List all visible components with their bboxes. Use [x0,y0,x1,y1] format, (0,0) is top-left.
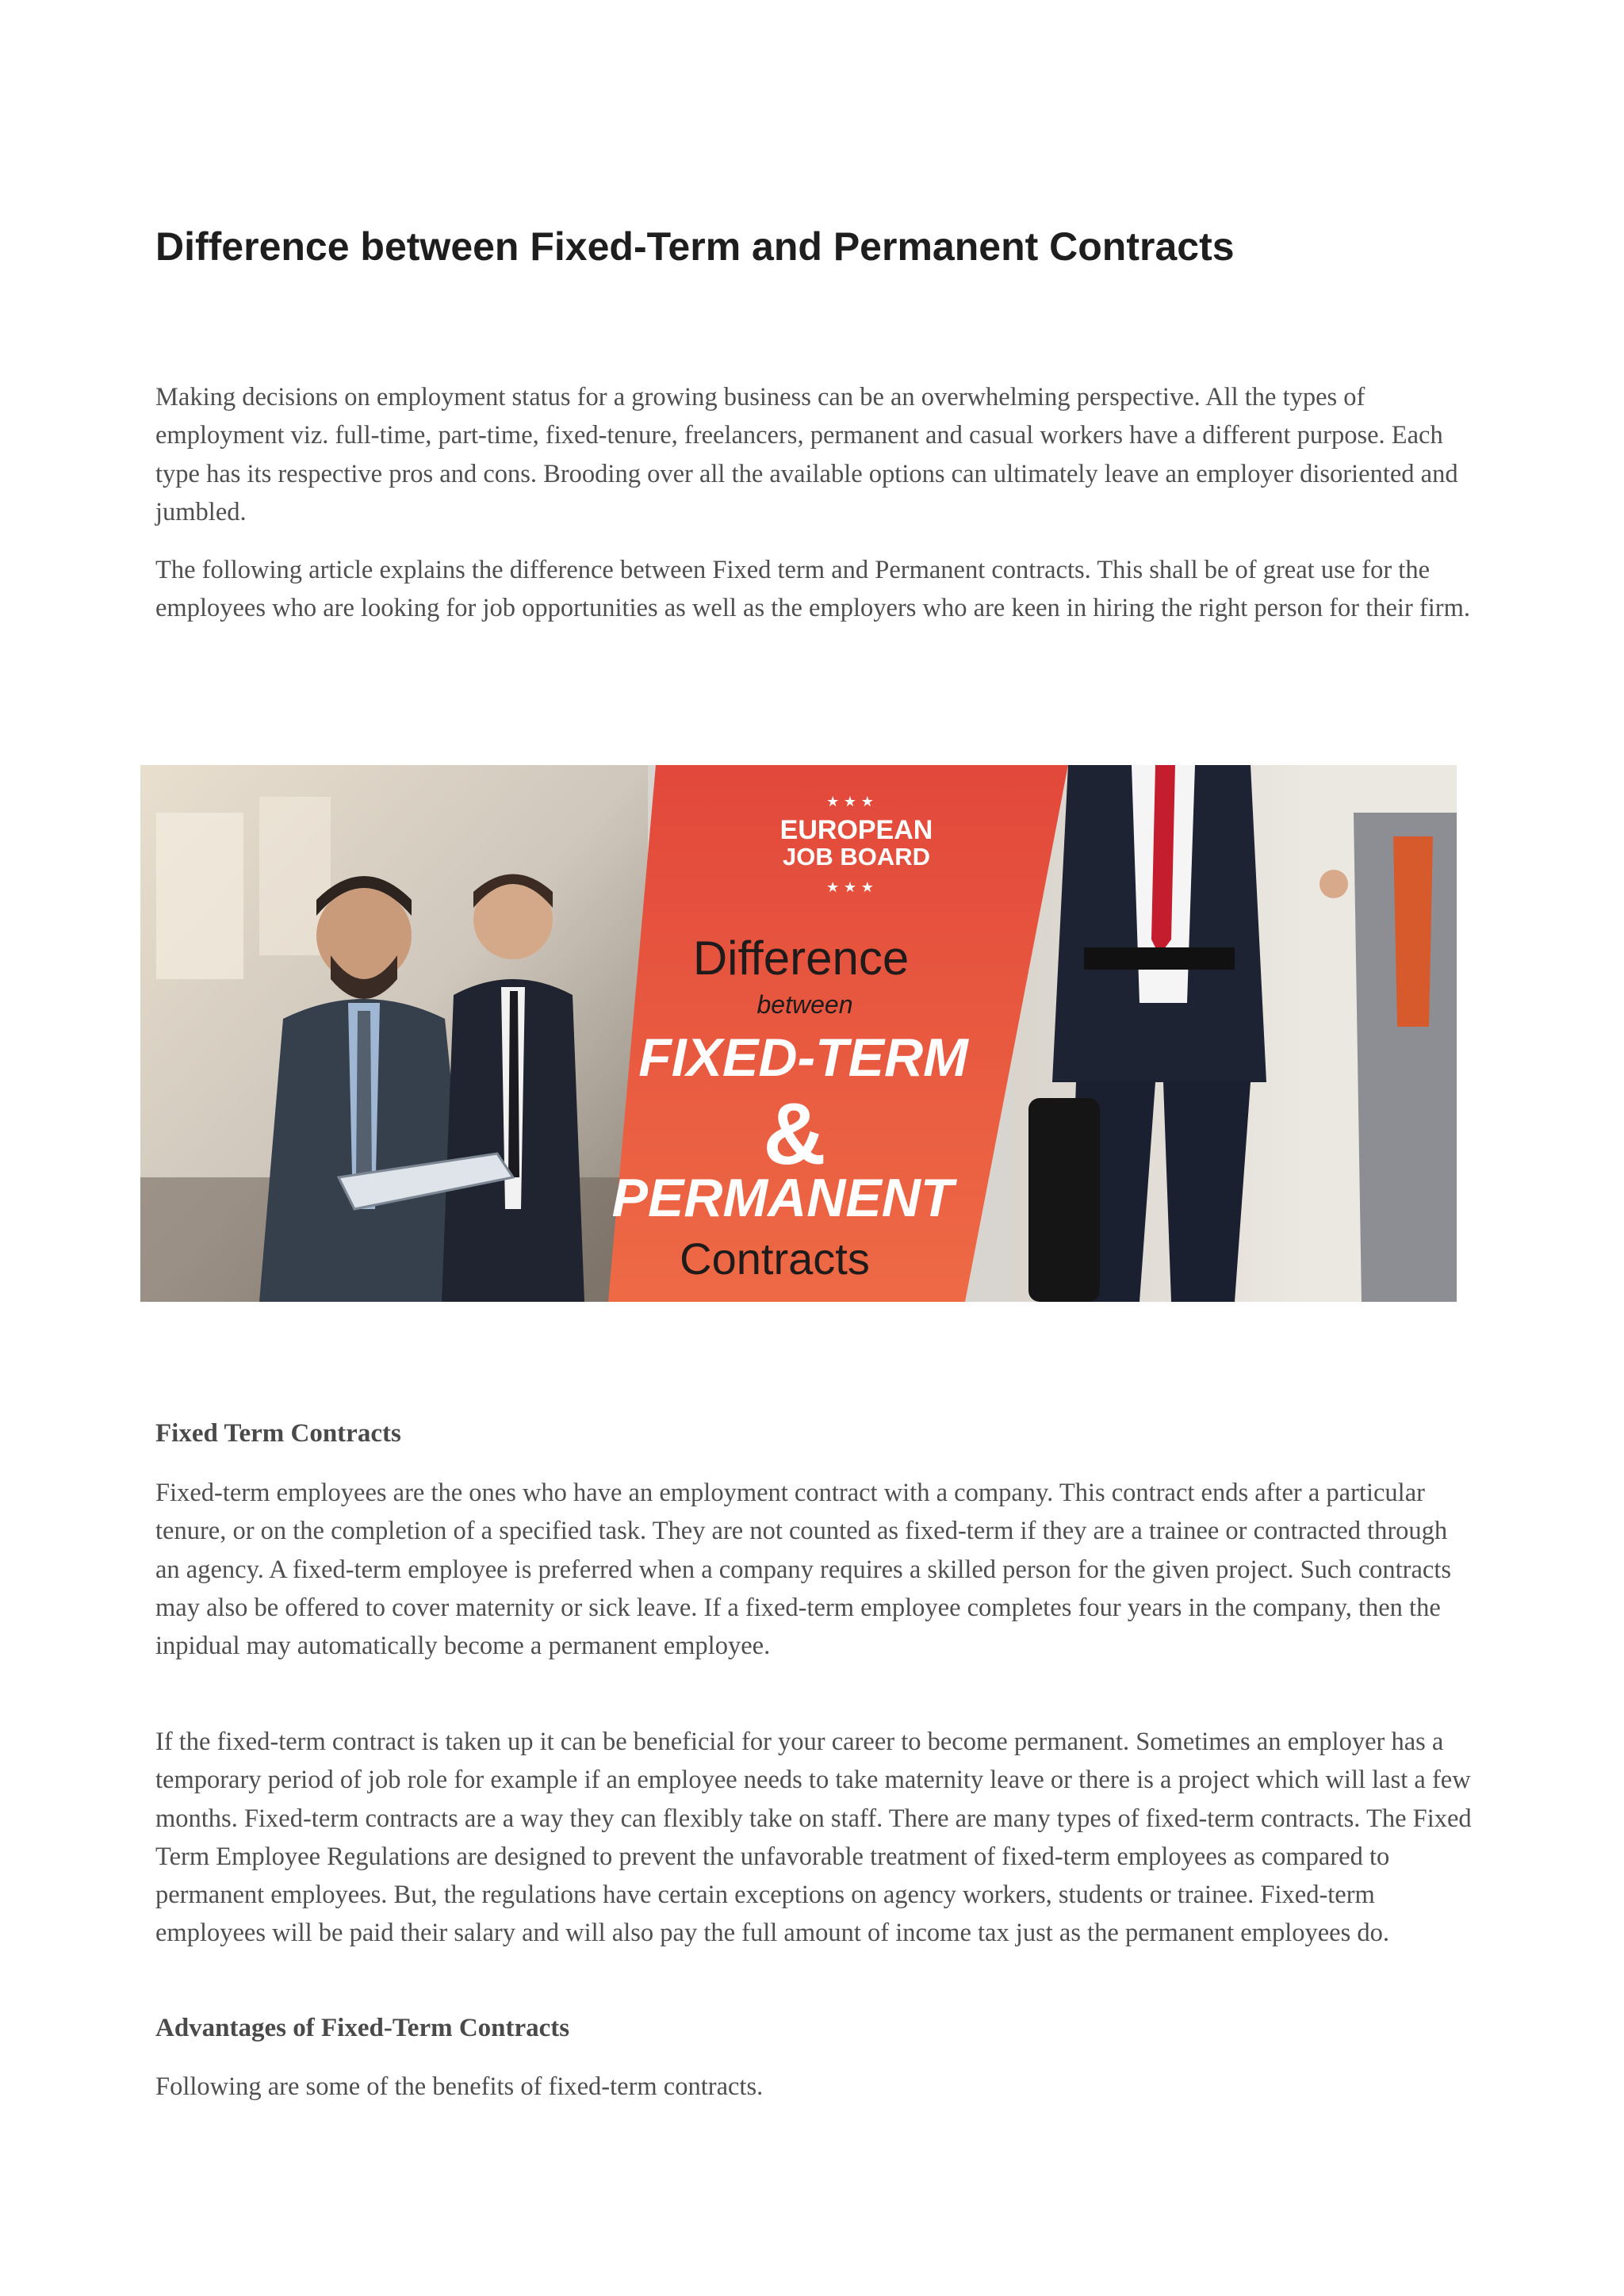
page-title: Difference between Fixed-Term and Permanent Contracts [155,224,1235,269]
intro-text-1: Making decisions on employment status for a growing business can be an overwhelming perspective. All the types of employment viz. full-time, part-time, fixed-tenure, freelancers, permanent and casual workers have a different purpose. Each type has its respective pros and cons. Brooding over all the available options can ultimately leave an employer disoriented and jumbled. [155,383,1458,526]
fixed-term-text-1: Fixed-term employees are the ones who have an employment contract with a company. This contract ends after a particular tenure, or on the completion of a specified task. They are not counted as fixed-term if they are a trainee or contracted through an agency. A fixed-term employee is preferred when a company requires a skilled person for the given project. Such contracts may also be offered to cover maternity or sick leave. If a fixed-term employee completes four years in the company, then the inpidual may automatically become a permanent employee. [155,1479,1452,1661]
svg-text:★ ★ ★: ★ ★ ★ [826,879,874,896]
advantages-text: Following are some of the benefits of fixed-term contracts. [155,2072,764,2101]
advantages-section-heading [155,2009,1472,2047]
fixed-term-text-2: If the fixed-term contract is taken up it can be beneficial for your career to become permanent. Sometimes an employer has a temporary period of job role for example if an employee needs to take maternity leave or there is a project which will last a few months. Fixed-term contracts are a way they can flexibly take on staff. There are many types of fixed-term contracts. The Fixed Term Employee Regulations are designed to prevent the unfavorable treatment of fixed-term employees as compared to permanent employees. But, the regulations have certain exceptions on agency workers, students or trainee. Fixed-term employees will be paid their salary and will also pay the full amount of income tax just as the permanent employees do. [155,1728,1472,1948]
fixed-term-paragraph-1 [155,1474,1472,1665]
intro-text-2: The following article explains the difference between Fixed term and Permanent contracts. This shall be of great use for the employees who are looking for job opportunities as well as the employers who are keen in hiring the right person for their firm. [155,556,1470,623]
hero-line-between: between [756,990,853,1019]
hero-image [140,765,1457,1302]
svg-text:★ ★ ★: ★ ★ ★ [826,794,874,810]
hero-line-permanent: PERMANENT [611,1168,954,1228]
advantages-paragraph [155,2068,1472,2106]
hero-line-ampersand: & [763,1085,826,1183]
hero-illustration [140,765,1457,1302]
hero-line-contracts: Contracts [680,1234,870,1284]
logo-line-1: EUROPEAN [779,815,933,845]
hero-line-fixed-term: FIXED-TERM [638,1027,968,1088]
fixed-term-heading: Fixed Term Contracts [155,1419,401,1448]
intro-paragraph-2 [155,551,1472,628]
fixed-term-paragraph-2 [155,1723,1472,1953]
advantages-heading: Advantages of Fixed-Term Contracts [155,2014,570,2042]
fixed-term-section-heading [155,1414,1472,1452]
hero-line-difference: Difference [692,932,910,985]
logo-line-2: JOB BOARD [782,843,931,871]
intro-paragraph-1 [155,378,1472,531]
